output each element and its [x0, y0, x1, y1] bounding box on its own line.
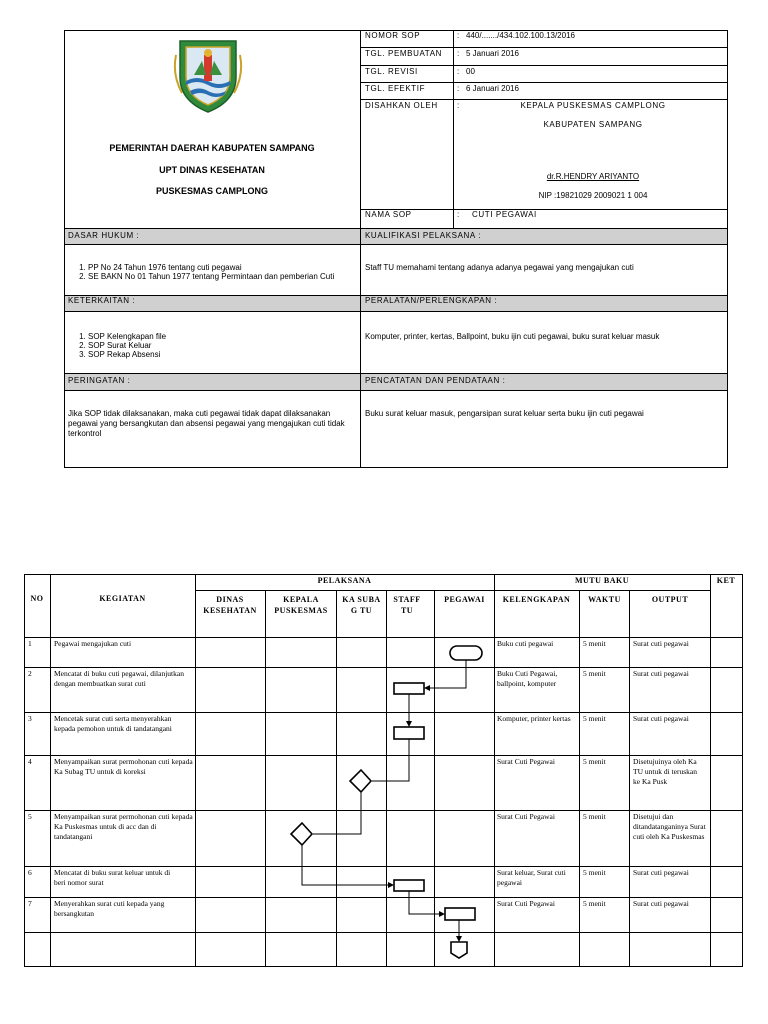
row-kegiatan: Menyerahkan surat cuti kepada yang bersangkutan: [54, 899, 165, 918]
disahkan-label: DISAHKAN OLEH: [365, 101, 438, 110]
flow-process-step-3: [394, 727, 424, 739]
kualifikasi-text: Staff TU memahami tentang adanya adanya pegawai yang mengajukan cuti: [365, 263, 634, 272]
row-no: 1: [28, 639, 32, 648]
field-label: TGL. PEMBUATAN: [365, 49, 443, 58]
row-kelengkapan: Komputer, printer kertas: [497, 714, 571, 723]
flow-decision-step-4: [350, 770, 371, 792]
col-header-pegawai: PEGAWAI: [444, 595, 485, 604]
peringatan-text: Jika SOP tidak dilaksanakan, maka cuti pegawai tidak dapat dilaksanakan pegawai yang bersangkutan dan absensi pegawai yang mengajukan cuti tidak terkontrol: [68, 409, 345, 438]
section-title: PENCATATAN DAN PENDATAAN :: [365, 376, 506, 385]
field-colon: :: [457, 101, 460, 110]
list-item: 1. PP No 24 Tahun 1976 tentang cuti pegawai: [88, 263, 350, 272]
field-colon: :: [457, 49, 460, 58]
field-colon: :: [457, 31, 460, 40]
field-value: 5 Januari 2016: [466, 49, 519, 58]
row-no: 4: [28, 757, 32, 766]
section-title: PERINGATAN :: [68, 376, 131, 385]
row-kelengkapan: Surat Cuti Pegawai: [497, 757, 555, 766]
row-waktu: 5 menit: [583, 639, 606, 648]
col-header-mutu-baku: MUTU BAKU: [574, 576, 630, 585]
signer-name: dr.R.HENDRY ARIYANTO: [546, 172, 640, 181]
row-no: 3: [28, 714, 32, 723]
row-waktu: 5 menit: [583, 669, 606, 678]
col-header-kelengkapan: KELENGKAPAN: [502, 595, 571, 604]
pencatatan-text: Buku surat keluar masuk, pengarsipan surat keluar serta buku ijin cuti pegawai: [365, 409, 644, 418]
row-waktu: 5 menit: [583, 812, 606, 821]
row-waktu: 5 menit: [583, 868, 606, 877]
row-no: 2: [28, 669, 32, 678]
flow-process-step-7: [445, 908, 475, 920]
field-colon: :: [457, 67, 460, 76]
row-output: Surat cuti pegawai: [633, 669, 689, 678]
field-label: TGL. REVISI: [365, 67, 418, 76]
row-waktu: 5 menit: [583, 714, 606, 723]
col-header-kepala: KEPALA PUSKESMAS: [274, 595, 328, 615]
row-kelengkapan: Surat Cuti Pegawai: [497, 812, 555, 821]
field-value: 440/......./434.102.100.13/2016: [466, 31, 575, 40]
institution-line: UPT DINAS KESEHATAN: [159, 165, 265, 175]
field-label: NOMOR SOP: [365, 31, 421, 40]
row-no: 5: [28, 812, 32, 821]
row-output: Surat cuti pegawai: [633, 639, 689, 648]
col-header-output: OUTPUT: [651, 595, 689, 604]
flow-offpage-connector: [451, 942, 467, 958]
field-colon: :: [457, 84, 460, 93]
flow-process-step-2: [394, 683, 424, 694]
col-header-kegiatan: KEGIATAN: [99, 594, 146, 603]
institution-line: PEMERINTAH DAERAH KABUPATEN SAMPANG: [109, 143, 315, 153]
col-header-pelaksana: PELAKSANA: [317, 576, 372, 585]
col-header-waktu: WAKTU: [588, 595, 621, 604]
row-kelengkapan: Surat Cuti Pegawai: [497, 899, 555, 908]
field-value: 00: [466, 67, 475, 76]
section-title: KETERKAITAN :: [68, 296, 136, 305]
signer-nip: NIP :19821029 2009021 1 004: [538, 191, 648, 200]
row-output: Disetujuinya oleh Ka TU untuk di teruskan ke Ka Pusk: [633, 757, 697, 786]
col-header-no: NO: [30, 594, 44, 603]
row-no: 6: [28, 868, 32, 877]
row-kelengkapan: Buku cuti pegawai: [497, 639, 554, 648]
section-title: PERALATAN/PERLENGKAPAN :: [365, 296, 498, 305]
nama-sop-label: NAMA SOP: [365, 210, 412, 219]
row-no: 7: [28, 899, 32, 908]
list-item: 3. SOP Rekap Absensi: [88, 350, 350, 359]
flow-terminator-start: [450, 646, 482, 660]
peralatan-text: Komputer, printer, kertas, Ballpoint, buku ijin cuti pegawai, buku surat keluar masuk: [365, 332, 660, 341]
row-kegiatan: Pegawai mengajukan cuti: [54, 639, 132, 648]
disahkan-region: KABUPATEN SAMPANG: [543, 120, 643, 129]
list-item: 2. SE BAKN No 01 Tahun 1977 tentang Permintaan dan pemberian Cuti: [88, 272, 350, 281]
list-item: 1. SOP Kelengkapan file: [88, 332, 350, 341]
col-header-ket: KET: [716, 576, 736, 585]
row-kegiatan: Mencetak surat cuti serta menyerahkan kepada pemohon untuk di tandatangani: [54, 714, 172, 733]
flow-process-step-6: [394, 880, 424, 891]
col-header-kasubag: KA SUBAG TU: [342, 595, 381, 615]
row-kelengkapan: Surat keluar, Surat cuti pegawai: [497, 868, 566, 887]
col-header-dinas: DINAS KESEHATAN: [203, 595, 257, 615]
row-kegiatan: Menyampaikan surat permohonan cuti kepada Ka Puskesmas untuk di acc dan di tandatangani: [54, 812, 193, 841]
institution-line: PUSKESMAS CAMPLONG: [155, 186, 268, 196]
row-waktu: 5 menit: [583, 899, 606, 908]
row-kelengkapan: Buku Cuti Pegawai, ballpoint, komputer: [497, 669, 558, 688]
row-output: Surat cuti pegawai: [633, 714, 689, 723]
nama-sop-value: CUTI PEGAWAI: [472, 210, 537, 219]
field-label: TGL. EFEKTIF: [365, 84, 426, 93]
row-waktu: 5 menit: [583, 757, 606, 766]
row-output: Disetujui dan ditandatanganinya Surat cuti oleh Ka Puskesmas: [633, 812, 706, 841]
disahkan-title: KEPALA PUSKESMAS CAMPLONG: [520, 101, 666, 110]
field-value: 6 Januari 2016: [466, 84, 519, 93]
row-kegiatan: Menyampaikan surat permohonan cuti kepada Ka Subag TU untuk di koreksi: [54, 757, 193, 776]
row-kegiatan: Mencatat di buku cuti pegawai, dilanjutkan dengan membuatkan surat cuti: [54, 669, 184, 688]
field-colon: :: [457, 210, 460, 219]
flow-decision-step-5: [291, 823, 312, 845]
row-kegiatan: Mencatat di buku surat keluar untuk di beri nomor surat: [54, 868, 171, 887]
section-title: KUALIFIKASI PELAKSANA :: [365, 231, 482, 240]
col-header-staff: STAFF TU: [393, 595, 421, 615]
section-title: DASAR HUKUM :: [68, 231, 140, 240]
row-output: Surat cuti pegawai: [633, 868, 689, 877]
row-output: Surat cuti pegawai: [633, 899, 689, 908]
list-item: 2. SOP Surat Keluar: [88, 341, 350, 350]
